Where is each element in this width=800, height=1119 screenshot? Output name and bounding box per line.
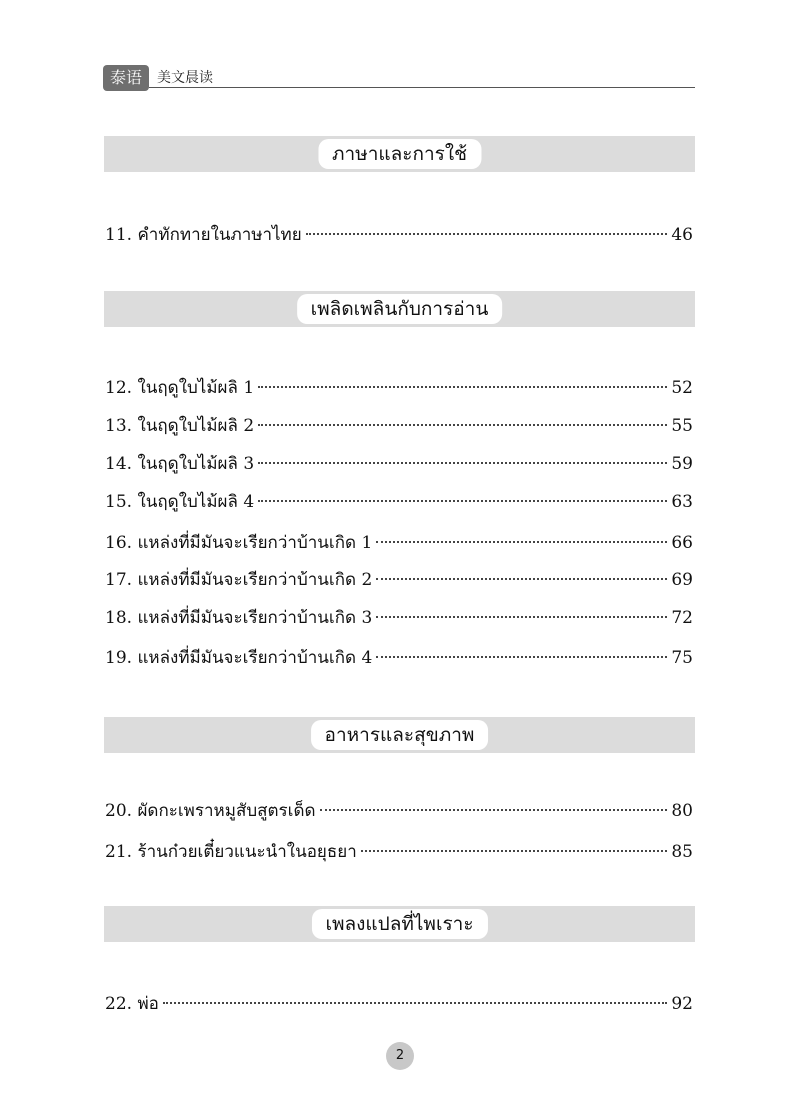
toc-entry-page: 85 bbox=[671, 842, 693, 862]
dot-leader bbox=[376, 578, 667, 580]
running-header bbox=[103, 63, 695, 95]
toc-entry-page: 55 bbox=[671, 416, 693, 436]
header-title: 美文晨读 bbox=[157, 70, 213, 86]
toc-entry-page: 52 bbox=[671, 378, 693, 398]
dot-leader bbox=[376, 656, 667, 658]
toc-entry-page: 66 bbox=[671, 533, 693, 553]
toc-entry[interactable] bbox=[105, 530, 693, 556]
dot-leader bbox=[376, 616, 667, 618]
toc-entry[interactable] bbox=[105, 413, 693, 439]
header-rule bbox=[149, 87, 695, 88]
toc-entry[interactable] bbox=[105, 222, 693, 248]
toc-entry-title: 14. ในฤดูใบไม้ผลิ 3 bbox=[105, 454, 255, 474]
toc-entry-title: 20. ผัดกะเพราหมูสับสูตรเด็ด bbox=[105, 801, 316, 821]
toc-entry[interactable] bbox=[105, 991, 693, 1017]
dot-leader bbox=[376, 541, 667, 543]
header-badge: 泰语 bbox=[103, 65, 149, 91]
toc-entry-page: 46 bbox=[671, 225, 693, 245]
toc-entry[interactable] bbox=[105, 798, 693, 824]
dot-leader bbox=[361, 850, 668, 852]
toc-entry-title: 19. แหล่งที่มีมันจะเรียกว่าบ้านเกิด 4 bbox=[105, 648, 373, 668]
section-title: ภาษาและการใช้ bbox=[318, 139, 481, 169]
toc-entry[interactable] bbox=[105, 645, 693, 671]
toc-entry[interactable] bbox=[105, 451, 693, 477]
toc-entry-title: 16. แหล่งที่มีมันจะเรียกว่าบ้านเกิด 1 bbox=[105, 533, 373, 553]
toc-entry-title: 13. ในฤดูใบไม้ผลิ 2 bbox=[105, 416, 255, 436]
toc-entry-title: 21. ร้านก๋วยเตี๋ยวแนะนำในอยุธยา bbox=[105, 842, 357, 862]
toc-entry-page: 69 bbox=[671, 570, 693, 590]
toc-entry[interactable] bbox=[105, 489, 693, 515]
toc-entry-page: 80 bbox=[671, 801, 693, 821]
toc-entry-page: 72 bbox=[671, 608, 693, 628]
toc-entry[interactable] bbox=[105, 567, 693, 593]
toc-entry[interactable] bbox=[105, 605, 693, 631]
toc-entry-page: 59 bbox=[671, 454, 693, 474]
toc-entry-title: 11. คำทักทายในภาษาไทย bbox=[105, 225, 302, 245]
dot-leader bbox=[306, 233, 668, 235]
toc-entry-title: 12. ในฤดูใบไม้ผลิ 1 bbox=[105, 378, 255, 398]
toc-entry-page: 63 bbox=[671, 492, 693, 512]
section-banner-language bbox=[104, 136, 695, 172]
dot-leader bbox=[258, 462, 667, 464]
dot-leader bbox=[320, 809, 668, 811]
toc-entry-title: 18. แหล่งที่มีมันจะเรียกว่าบ้านเกิด 3 bbox=[105, 608, 373, 628]
section-banner-reading bbox=[104, 291, 695, 327]
page-number: 2 bbox=[386, 1042, 414, 1070]
toc-entry-page: 92 bbox=[671, 994, 693, 1014]
section-title: เพลิดเพลินกับการอ่าน bbox=[297, 294, 503, 324]
toc-entry-title: 22. พ่อ bbox=[105, 994, 159, 1014]
toc-entry-title: 17. แหล่งที่มีมันจะเรียกว่าบ้านเกิด 2 bbox=[105, 570, 373, 590]
section-title: อาหารและสุขภาพ bbox=[311, 720, 489, 750]
toc-entry[interactable] bbox=[105, 839, 693, 865]
section-banner-songs bbox=[104, 906, 695, 942]
section-banner-food bbox=[104, 717, 695, 753]
toc-entry-page: 75 bbox=[671, 648, 693, 668]
dot-leader bbox=[163, 1002, 668, 1004]
section-title: เพลงแปลที่ไพเราะ bbox=[311, 909, 487, 939]
toc-entry-title: 15. ในฤดูใบไม้ผลิ 4 bbox=[105, 492, 255, 512]
dot-leader bbox=[258, 500, 667, 502]
toc-entry[interactable] bbox=[105, 375, 693, 401]
dot-leader bbox=[258, 424, 667, 426]
dot-leader bbox=[258, 386, 667, 388]
